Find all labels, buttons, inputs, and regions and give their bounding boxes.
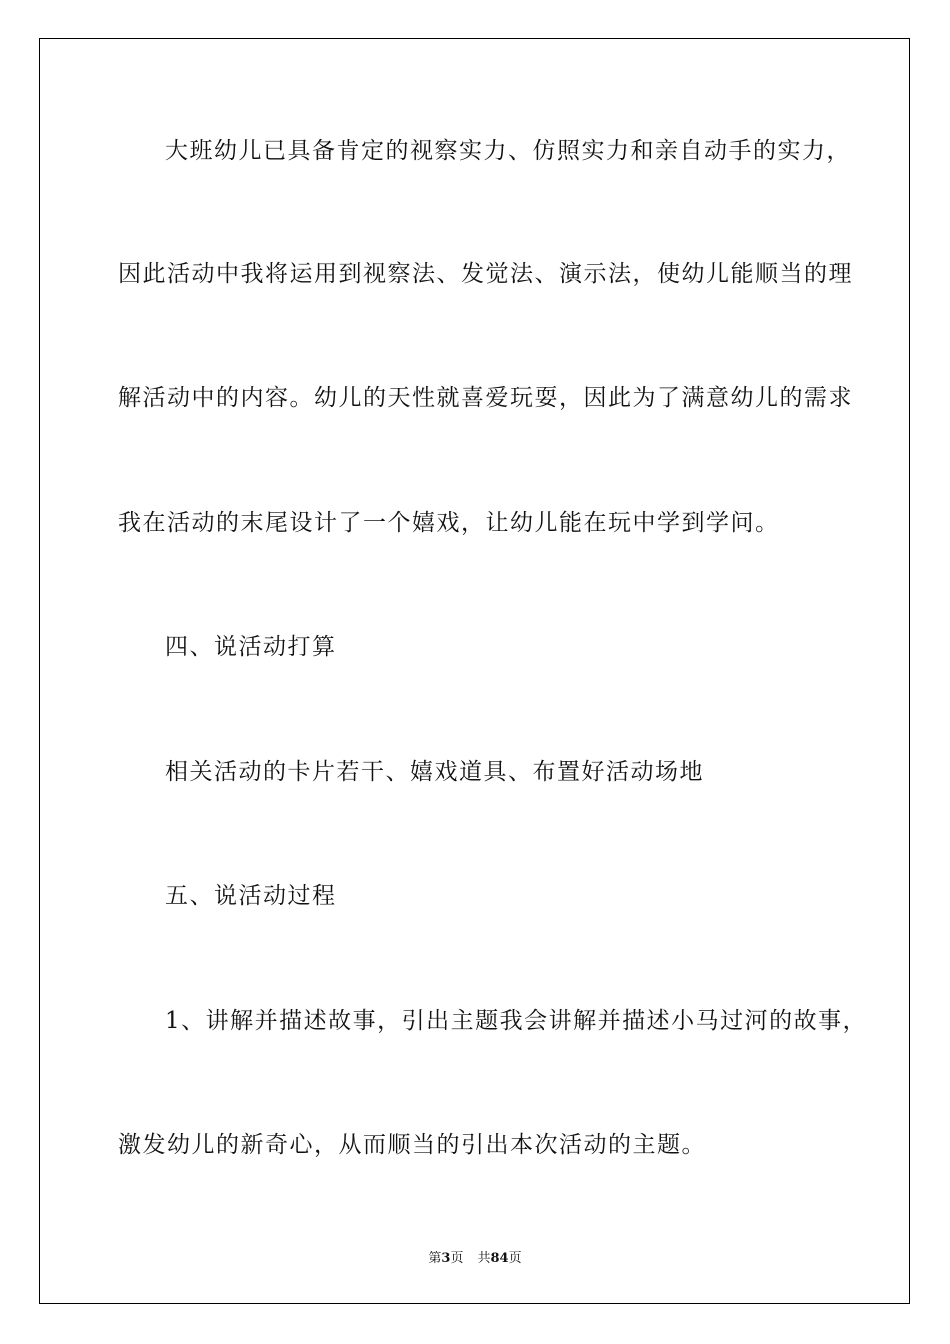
- footer-total-suffix: 页: [508, 1251, 522, 1266]
- footer-total-prefix: 共: [477, 1251, 491, 1266]
- paragraph-line-1: 大班幼儿已具备肯定的视察实力、仿照实力和亲自动手的实力，: [165, 138, 851, 164]
- paragraph-line-3: 解活动中的内容。幼儿的天性就喜爱玩耍，因此为了满意幼儿的需求: [118, 385, 853, 411]
- page-border: [39, 38, 910, 1304]
- paragraph-line-4: 我在活动的末尾设计了一个嬉戏，让幼儿能在玩中学到学问。: [118, 510, 780, 536]
- page-footer: [0, 1247, 950, 1266]
- section-heading-5: 五、说活动过程: [165, 883, 337, 909]
- paragraph-line-5: 相关活动的卡片若干、嬉戏道具、布置好活动场地: [165, 759, 704, 785]
- footer-page-suffix: 页: [450, 1251, 464, 1266]
- paragraph-line-6: 1、讲解并描述故事，引出主题我会讲解并描述小马过河的故事，: [165, 1008, 868, 1034]
- paragraph-line-7: 激发幼儿的新奇心，从而顺当的引出本次活动的主题。: [118, 1132, 706, 1158]
- paragraph-line-2: 因此活动中我将运用到视察法、发觉法、演示法，使幼儿能顺当的理: [118, 261, 853, 287]
- footer-page-prefix: 第: [428, 1251, 442, 1266]
- footer-page-number: 3: [441, 1251, 451, 1266]
- section-heading-4: 四、说活动打算: [165, 634, 337, 660]
- footer-total-pages: 84: [490, 1251, 509, 1266]
